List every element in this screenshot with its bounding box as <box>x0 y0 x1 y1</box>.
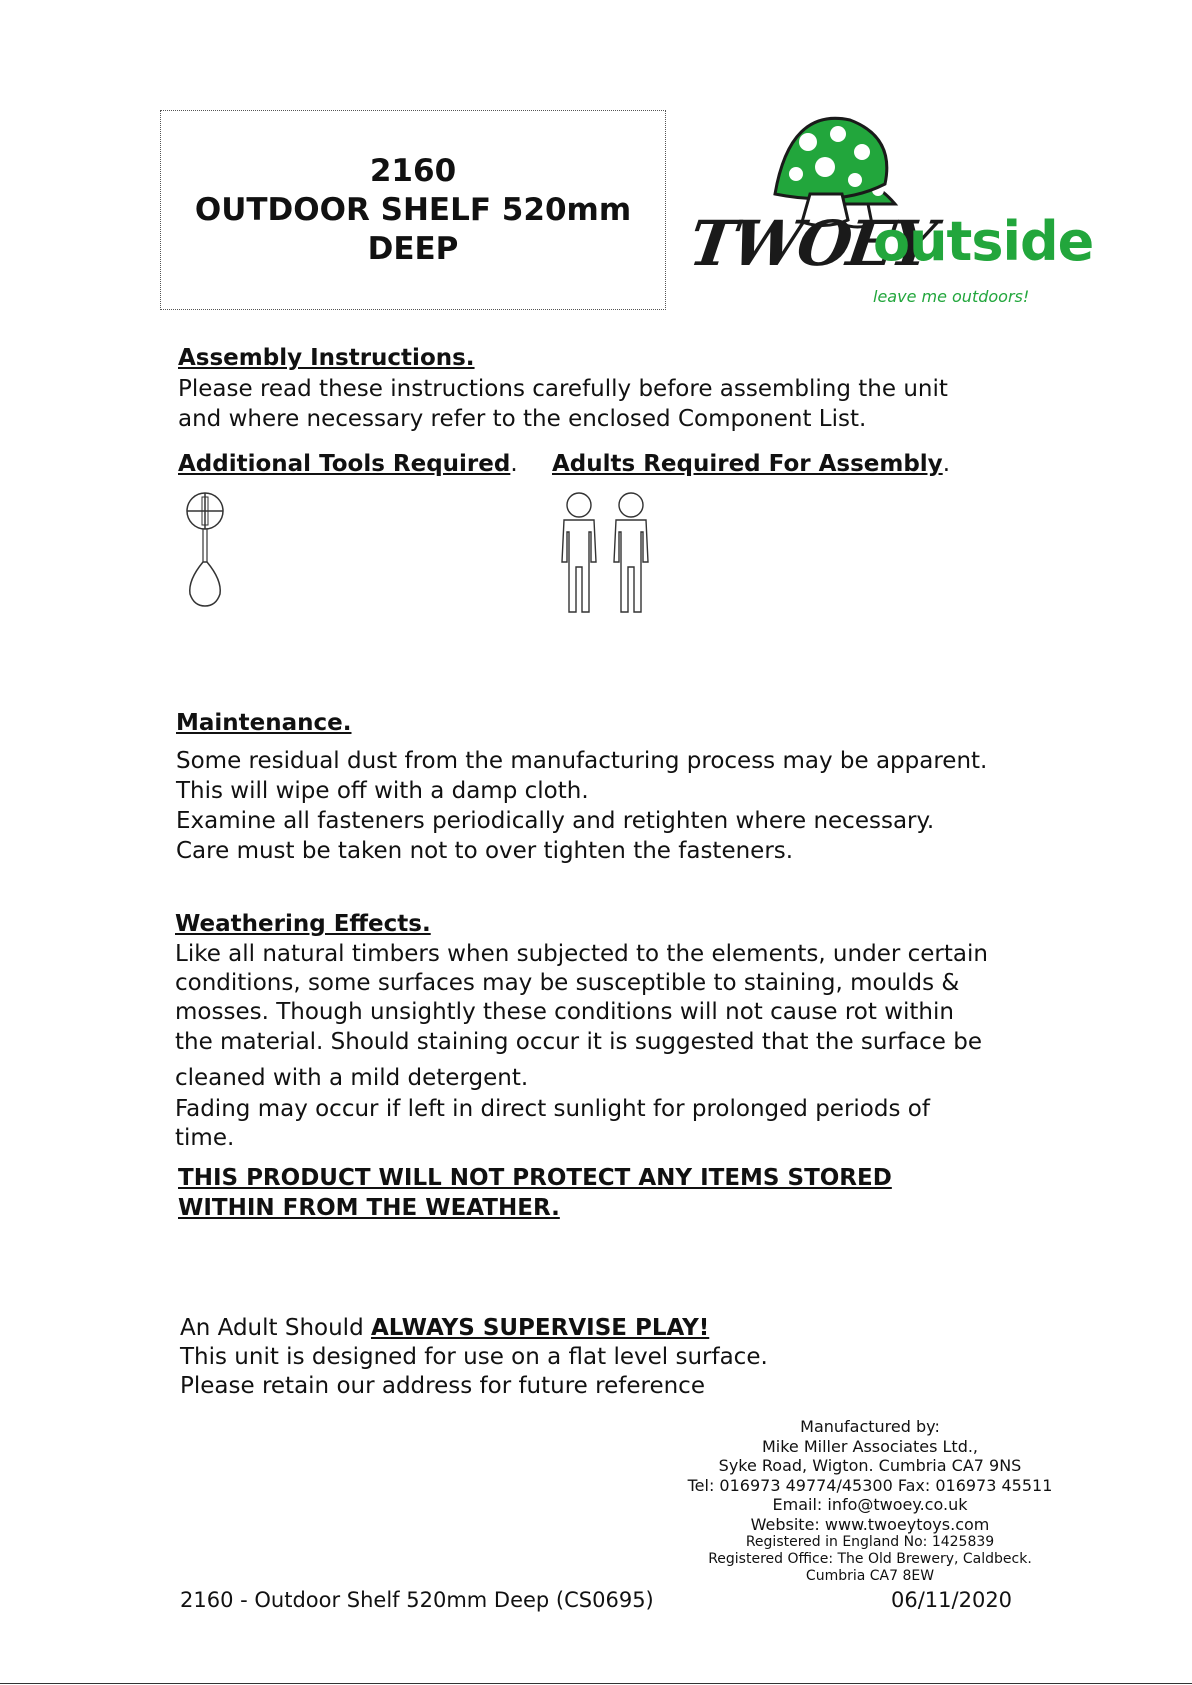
weathering-line-5: cleaned with a mild detergent. <box>175 1065 529 1091</box>
manufacturer-line: Tel: 016973 49774/45300 Fax: 016973 45511 <box>687 1475 1053 1495</box>
supervision-line-1 <box>180 1313 709 1343</box>
manufacturer-website: Website: www.twoeytoys.com <box>750 1514 990 1534</box>
manufacturer-line: Syke Road, Wigton. Cumbria CA7 9NS <box>718 1456 1022 1475</box>
supervision-line-2: This unit is designed for use on a flat level surface. <box>180 1344 768 1370</box>
weathering-line-1: Like all natural timbers when subjected to the elements, under certain <box>175 941 988 967</box>
maintenance-line-4: Care must be taken not to over tighten the fasteners. <box>176 838 794 864</box>
manufacturer-line: Mike Miller Associates Ltd., <box>761 1436 979 1456</box>
adults-heading: Adults Required For Assembly <box>552 451 943 477</box>
brand-word-outside: outside <box>873 210 1094 273</box>
product-title-line2: DEEP <box>367 230 459 267</box>
footer-date: 06/11/2020 <box>891 1588 1013 1612</box>
weather-warning-line-1: THIS PRODUCT WILL NOT PROTECT ANY ITEMS STORED <box>178 1165 892 1191</box>
registration-line: Registered Office: The Old Brewery, Caldbeck. <box>708 1551 1032 1567</box>
manufacturer-block <box>650 1417 1090 1585</box>
page-bottom-rule <box>0 1683 1192 1684</box>
supervision-line-3: Please retain our address for future reference <box>180 1373 705 1399</box>
tools-heading-wrap: Additional Tools Required. <box>178 451 518 477</box>
manufacturer-email: Email: info@twoey.co.uk <box>772 1495 968 1514</box>
weather-warning-line-2: WITHIN FROM THE WEATHER. <box>178 1195 560 1221</box>
maintenance-heading: Maintenance. <box>176 710 352 736</box>
registration-line: Registered in England No: 1425839 <box>745 1534 995 1550</box>
weathering-heading: Weathering Effects. <box>175 911 431 937</box>
brand-logo <box>684 112 1110 312</box>
assembly-heading: Assembly Instructions. <box>178 345 475 371</box>
footer-doc-ref: 2160 - Outdoor Shelf 520mm Deep (CS0695) <box>180 1588 654 1612</box>
brand-tagline: leave me outdoors! <box>873 287 1030 306</box>
supervision-emphasis: ALWAYS SUPERVISE PLAY! <box>370 1315 710 1341</box>
product-code: 2160 <box>369 152 457 189</box>
manufacturer-line: Manufactured by: <box>800 1417 940 1436</box>
maintenance-line-1: Some residual dust from the manufacturing process may be apparent. <box>176 748 988 774</box>
registration-line: Cumbria CA7 8EW <box>805 1568 935 1584</box>
brand-word-twoey: TWOEY <box>684 207 937 280</box>
weathering-line-6: Fading may occur if left in direct sunlight for prolonged periods of <box>175 1096 930 1122</box>
assembly-line-2: and where necessary refer to the enclosed Component List. <box>178 406 867 432</box>
assembly-line-1: Please read these instructions carefully before assembling the unit <box>178 376 948 402</box>
maintenance-line-2: This will wipe off with a damp cloth. <box>176 778 589 804</box>
supervision-prefix: An Adult Should <box>180 1315 371 1341</box>
maintenance-line-3: Examine all fasteners periodically and retighten where necessary. <box>176 808 935 834</box>
weathering-line-2: conditions, some surfaces may be susceptible to staining, moulds & <box>175 970 960 996</box>
tools-heading: Additional Tools Required <box>178 451 511 477</box>
weathering-line-4: the material. Should staining occur it is suggested that the surface be <box>175 1029 982 1055</box>
product-title-line1: OUTDOOR SHELF 520mm <box>194 191 632 228</box>
weathering-line-3: mosses. Though unsightly these conditions will not cause rot within <box>175 999 954 1025</box>
weathering-line-7: time. <box>175 1125 235 1151</box>
two-adults-icon <box>556 492 656 620</box>
adults-heading-wrap: Adults Required For Assembly. <box>552 451 950 477</box>
title-box <box>160 110 666 310</box>
screwdriver-icon <box>184 492 226 612</box>
